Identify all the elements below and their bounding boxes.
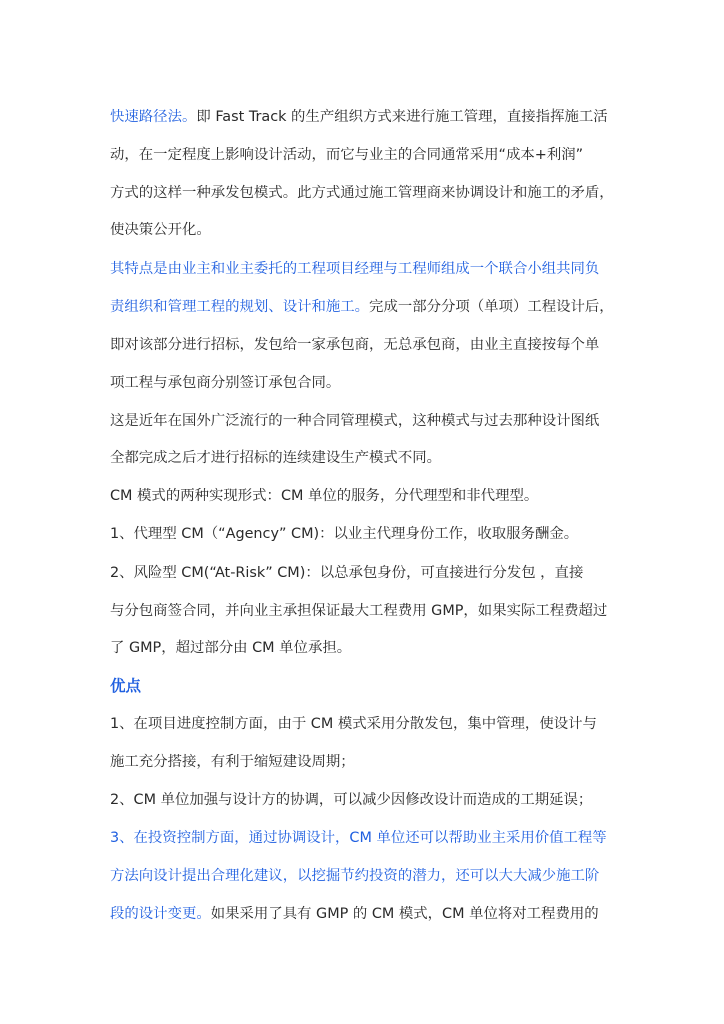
body-text: 全都完成之后才进行招标的连续建设生产模式不同。: [110, 450, 441, 466]
emphasis-text: 责组织和管理工程的规划、设计和施工。: [110, 299, 370, 315]
body-text: 与分包商签合同，并向业主承担保证最大工程费用 GMP，如果实际工程费超过: [110, 603, 608, 619]
body-text: 即 Fast Track 的生产组织方式来进行施工管理，直接指挥施工活: [196, 109, 608, 125]
heading-text: 优点: [110, 677, 142, 695]
text-line: [110, 220, 625, 240]
text-line: [110, 790, 625, 810]
text-line: [110, 335, 625, 355]
body-text: 使决策公开化。: [110, 222, 211, 238]
text-line: [110, 297, 625, 317]
section-heading: [110, 676, 625, 696]
body-text: 即对该部分进行招标，发包给一家承包商，无总承包商，由业主直接按每个单: [110, 337, 600, 353]
text-line: [110, 259, 625, 279]
body-text: 完成一部分分项（单项）工程设计后，: [369, 299, 614, 315]
text-line: [110, 638, 625, 658]
text-line: [110, 524, 625, 544]
body-text: CM 模式的两种实现形式：CM 单位的服务，分代理型和非代理型。: [110, 488, 539, 504]
body-text: 这是近年在国外广泛流行的一种合同管理模式，这种模式与过去那种设计图纸: [110, 413, 600, 429]
body-text: 施工充分搭接，有利于缩短建设周期；: [110, 754, 355, 770]
text-line: [110, 866, 625, 886]
emphasis-text: 快速路径法。: [110, 109, 197, 125]
body-text: 2、风险型 CM(“At-Risk” CM)：以总承包身份，可直接进行分发包 ，直接: [110, 565, 584, 581]
body-text: 1、代理型 CM（“Agency” CM)：以业主代理身份工作，收取服务酬金。: [110, 526, 579, 542]
body-text: 如果采用了具有 GMP 的 CM 模式，CM 单位将对工程费用的: [210, 906, 599, 922]
body-text: 动，在一定程度上影响设计活动，而它与业主的合同通常采用“成本+利润”: [110, 147, 584, 163]
emphasis-text: 方法向设计提出合理化建议，以挖掘节约投资的潜力，还可以大大减少施工阶: [110, 868, 600, 884]
text-line: [110, 828, 625, 848]
text-line: [110, 183, 625, 203]
text-line: [110, 373, 625, 393]
text-line: [110, 904, 625, 924]
emphasis-text: 其特点是由业主和业主委托的工程项目经理与工程师组成一个联合小组共同负: [110, 261, 600, 277]
text-line: [110, 145, 625, 165]
body-text: 了 GMP，超过部分由 CM 单位承担。: [110, 640, 352, 656]
text-line: [110, 601, 625, 621]
emphasis-text: 3、在投资控制方面，通过协调设计，CM 单位还可以帮助业主采用价值工程等: [110, 830, 607, 846]
text-line: [110, 486, 625, 506]
body-text: 方式的这样一种承发包模式。此方式通过施工管理商来协调设计和施工的矛盾，: [110, 185, 614, 201]
text-line: [110, 563, 625, 583]
text-line: [110, 752, 625, 772]
text-line: [110, 411, 625, 431]
text-line: [110, 448, 625, 468]
body-text: 项工程与承包商分别签订承包合同。: [110, 375, 341, 391]
text-line: [110, 107, 625, 127]
body-text: 2、CM 单位加强与设计方的协调，可以减少因修改设计而造成的工期延误；: [110, 792, 593, 808]
text-line: [110, 714, 625, 734]
body-text: 1、在项目进度控制方面，由于 CM 模式采用分散发包，集中管理，使设计与: [110, 716, 597, 732]
emphasis-text: 段的设计变更。: [110, 906, 211, 922]
